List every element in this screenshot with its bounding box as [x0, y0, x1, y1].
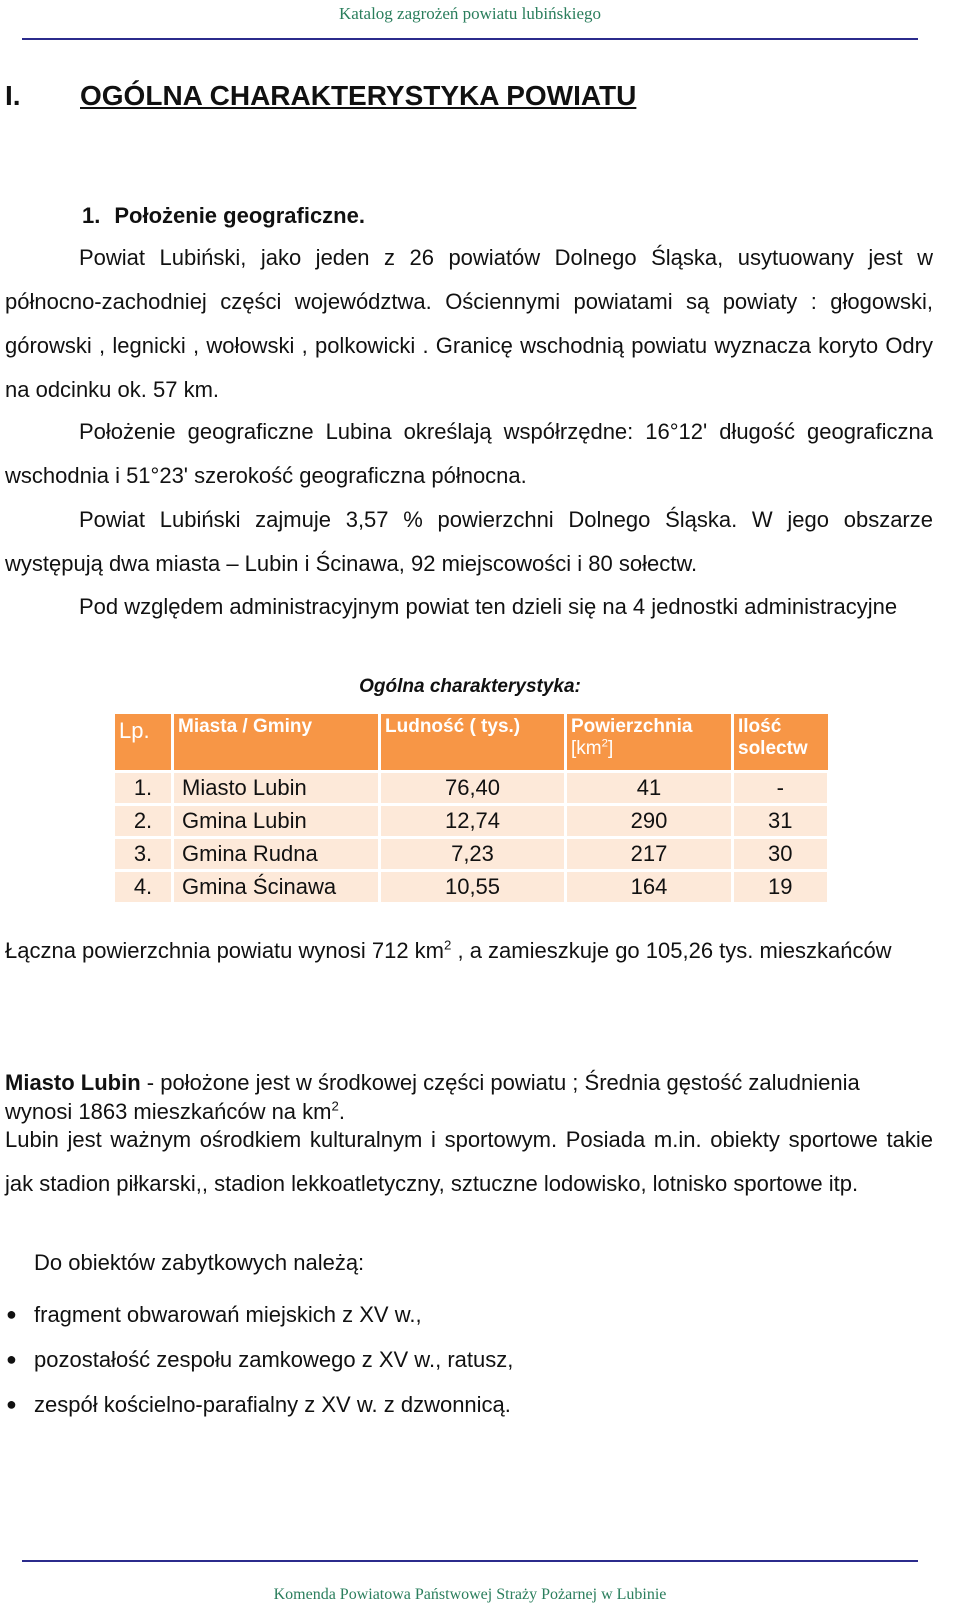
section-number: 1. — [82, 203, 101, 228]
cell-solectwa: 30 — [733, 838, 829, 871]
cell-lp: 2. — [115, 805, 173, 838]
lubin-city-text: - położone jest w środkowej części powiatu ; Średnia gęstość zaludnienia wynosi 1863 mieszkańców na km — [5, 1070, 860, 1124]
cell-area: 164 — [566, 871, 733, 903]
summary-sup: 2 — [444, 937, 452, 953]
characteristics-table — [115, 714, 830, 902]
cell-population: 7,23 — [380, 838, 566, 871]
lubin-city-text-end: . — [338, 1099, 345, 1124]
summary-pre: Łączna powierzchnia powiatu wynosi 712 km — [5, 938, 445, 963]
cell-lp: 4. — [115, 871, 173, 903]
cell-area: 290 — [566, 805, 733, 838]
footer-rule — [22, 1560, 918, 1562]
header-name: Miasta / Gminy — [173, 714, 380, 772]
cell-population: 12,74 — [380, 805, 566, 838]
table-row — [115, 772, 828, 805]
paragraph-administration: Pod względem administracyjnym powiat ten dzieli się na 4 jednostki administracyjne — [79, 594, 898, 619]
paragraph-location: Powiat Lubiński, jako jeden z 26 powiatów Dolnego Śląska, usytuowany jest w północno-zachodniej części województwa. Ościennymi powiatami są powiaty : głogowski, górowski , legnicki , wołowski , polkowicki . Granicę wschodnią powiatu wyznacza koryto Odry na odcinku ok. 57 km. — [5, 245, 933, 402]
table-header-row — [115, 714, 828, 772]
header-lp: Lp. — [115, 714, 173, 772]
chapter-number: I. — [5, 80, 21, 111]
bullet-icon: ● — [6, 1394, 17, 1414]
header-area-unit-sup: 2 — [601, 737, 608, 750]
section-heading — [82, 203, 365, 229]
cell-area: 41 — [566, 772, 733, 805]
page-footer-title: Komenda Powiatowa Państwowej Straży Pożarnej w Lubinie — [273, 1586, 667, 1603]
bullet-icon: ● — [6, 1304, 17, 1324]
total-area-summary — [5, 929, 905, 972]
cell-solectwa: - — [733, 772, 829, 805]
monuments-intro: Do obiektów zabytkowych należą: — [34, 1250, 365, 1275]
table-row — [115, 838, 828, 871]
table-row — [115, 871, 828, 903]
summary-post: , a zamieszkuje go 105,26 tys. mieszkańców — [451, 938, 892, 963]
header-solectwa: Ilość solectw — [733, 714, 829, 772]
cell-solectwa: 31 — [733, 805, 829, 838]
header-area — [566, 714, 733, 772]
header-area-label: Powierzchnia — [571, 716, 693, 737]
lubin-facilities-paragraph: Lubin jest ważnym ośrodkiem kulturalnym i sportowym. Posiada m.in. obiekty sportowe takie jak stadion piłkarski,, stadion lekkoatletyczny, sztuczne lodowisko, lotnisko sportowe itp. — [5, 1127, 933, 1196]
cell-population: 10,55 — [380, 871, 566, 903]
cell-population: 76,40 — [380, 772, 566, 805]
lubin-city-label: Miasto Lubin — [5, 1070, 141, 1095]
cell-name: Miasto Lubin — [173, 772, 380, 805]
cell-name: Gmina Lubin — [173, 805, 380, 838]
table-row — [115, 805, 828, 838]
header-area-unit-post: ] — [607, 738, 614, 759]
cell-lp: 1. — [115, 772, 173, 805]
section-title: Położenie geograficzne. — [114, 203, 365, 228]
header-area-unit-pre: [km — [571, 738, 602, 759]
page-header-title: Katalog zagrożeń powiatu lubińskiego — [338, 4, 601, 23]
lubin-city-sup: 2 — [331, 1098, 339, 1114]
paragraph-area-share: Powiat Lubiński zajmuje 3,57 % powierzchni Dolnego Śląska. W jego obszarze występują dwa miasta – Lubin i Ścinawa, 92 miejscowości i 80 sołectw. — [5, 507, 933, 576]
paragraph-coordinates: Położenie geograficzne Lubina określają współrzędne: 16°12' długość geograficzna wschodnia i 51°23' szerokość geograficzna północna. — [5, 419, 933, 488]
cell-lp: 3. — [115, 838, 173, 871]
bullet-icon: ● — [6, 1349, 17, 1369]
cell-name: Gmina Ścinawa — [173, 871, 380, 903]
header-population: Ludność ( tys.) — [380, 714, 566, 772]
cell-area: 217 — [566, 838, 733, 871]
header-rule — [22, 38, 918, 40]
chapter-title: OGÓLNA CHARAKTERYSTYKA POWIATU — [80, 80, 637, 111]
cell-solectwa: 19 — [733, 871, 829, 903]
table-title: Ogólna charakterystyka: — [359, 676, 581, 697]
cell-name: Gmina Rudna — [173, 838, 380, 871]
